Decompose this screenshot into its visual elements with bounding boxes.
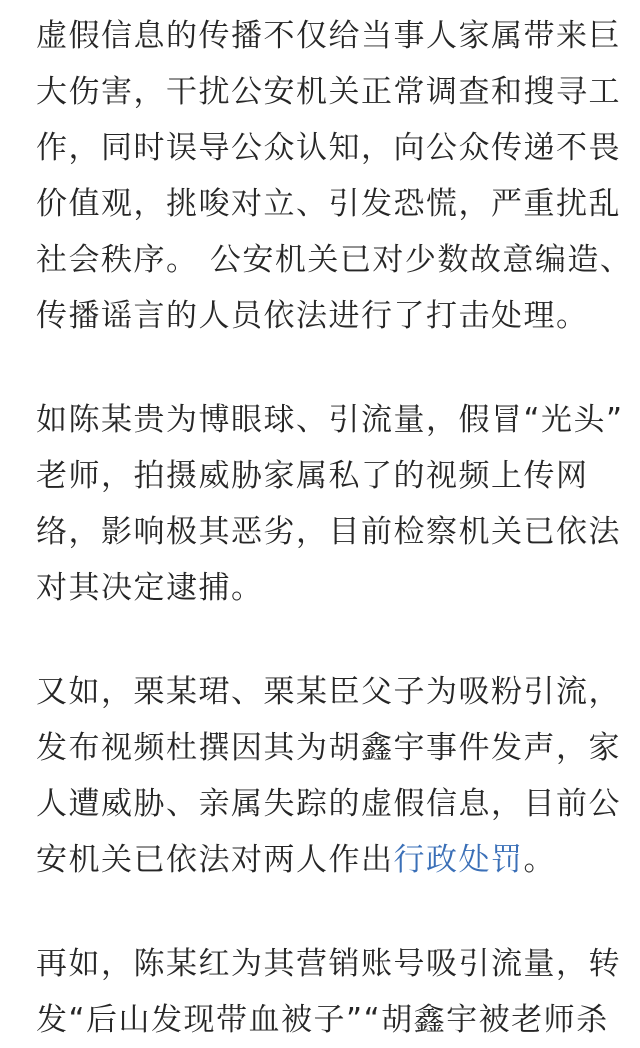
text-line: 如陈某贵为博眼球、引流量，假冒“光头” — [36, 402, 624, 438]
text-line: 传播谣言的人员依法进行了打击处理。 — [36, 298, 589, 334]
text-line: 络，影响极其恶劣，目前检察机关已依法 — [36, 514, 621, 550]
text-line: 人遭威胁、亲属失踪的虚假信息，目前公 — [36, 786, 621, 822]
paragraph-gap — [36, 888, 616, 936]
text-line: 再如，陈某红为其营销账号吸引流量，转 — [36, 946, 621, 982]
text-line: 价值观，挑唆对立、引发恐慌，严重扰乱 — [36, 186, 621, 222]
paragraph-gap — [36, 344, 616, 392]
paragraph-gap — [36, 616, 616, 664]
paragraph-3 — [36, 664, 621, 888]
text-line: 作，同时误导公众认知，向公众传递不畏 — [36, 130, 621, 166]
paragraph-4 — [36, 936, 621, 1048]
administrative-penalty-link[interactable]: 行政处罚 — [393, 842, 524, 878]
paragraph-1 — [36, 8, 633, 344]
text-line: 大伤害，干扰公安机关正常调查和搜寻工 — [36, 74, 621, 110]
text-line: 对其决定逮捕。 — [36, 570, 264, 606]
text-segment: 安机关已依法对两人作出 — [36, 842, 394, 878]
text-line: 又如，栗某珺、栗某臣父子为吸粉引流， — [36, 674, 621, 710]
text-line: 老师，拍摄威胁家属私了的视频上传网 — [36, 458, 589, 494]
article-body — [36, 0, 633, 1048]
text-line: 虚假信息的传播不仅给当事人家属带来巨 — [36, 18, 621, 54]
text-line: 发布视频杜撰因其为胡鑫宇事件发声，家 — [36, 730, 621, 766]
text-line: 发“后山发现带血被子”“胡鑫宇被老师杀 — [36, 1002, 609, 1038]
top-spacer — [36, 0, 616, 8]
text-segment: 。 — [523, 842, 556, 878]
text-line: 社会秩序。 公安机关已对少数故意编造、 — [36, 242, 633, 278]
text-line — [36, 832, 616, 888]
paragraph-2 — [36, 392, 624, 616]
